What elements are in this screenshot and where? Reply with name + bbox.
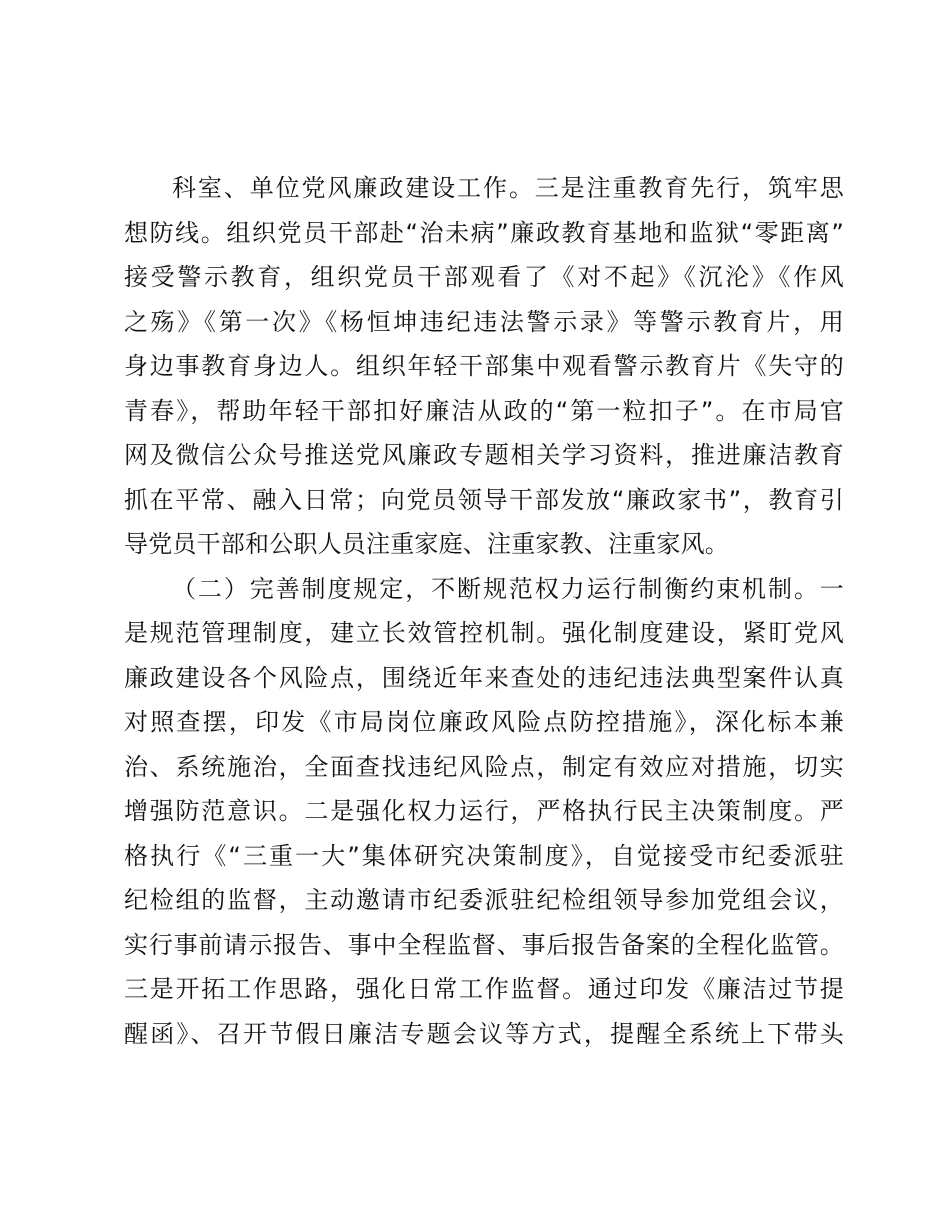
paragraph-line: 青春》，帮助年轻干部扣好廉洁从政的“第一粒扣子”。在市局官 bbox=[124, 396, 844, 425]
paragraph-line: 治、系统施治，全面查找违纪风险点，制定有效应对措施，切实 bbox=[124, 752, 844, 781]
paragraph-line: 纪检组的监督，主动邀请市纪委派驻纪检组领导参加党组会议， bbox=[124, 886, 844, 914]
paragraph-line: 网及微信公众号推送党风廉政专题相关学习资料，推进廉洁教育 bbox=[124, 441, 844, 469]
paragraph-line: 实行事前请示报告、事中全程监督、事后报告备案的全程化监管。 bbox=[124, 930, 844, 959]
paragraph-line: 廉政建设各个风险点，围绕近年来查处的违纪违法典型案件认真 bbox=[124, 663, 844, 692]
section-heading-line: （二）完善制度规定，不断规范权力运行制衡约束机制。一 bbox=[172, 574, 844, 603]
paragraph-line: 接受警示教育，组织党员干部观看了《对不起》《沉沦》《作风 bbox=[124, 263, 844, 291]
paragraph-line: 增强防范意识。二是强化权力运行，严格执行民主决策制度。严 bbox=[124, 797, 844, 825]
paragraph-line: 是规范管理制度，建立长效管控机制。强化制度建设，紧盯党风 bbox=[124, 619, 844, 647]
paragraph-line: 导党员干部和公职人员注重家庭、注重家教、注重家风。 bbox=[124, 530, 729, 558]
body-text bbox=[124, 166, 844, 1056]
paragraph-line: 三是开拓工作思路，强化日常工作监督。通过印发《廉洁过节提 bbox=[124, 975, 844, 1003]
paragraph-line: 抓在平常、融入日常；向党员领导干部发放“廉政家书”，教育引 bbox=[124, 485, 844, 514]
paragraph-line: 科室、单位党风廉政建设工作。三是注重教育先行，筑牢思 bbox=[172, 174, 844, 202]
paragraph-line: 醒函》、召开节假日廉洁专题会议等方式，提醒全系统上下带头 bbox=[124, 1019, 844, 1048]
paragraph-line: 对照查摆，印发《市局岗位廉政风险点防控措施》，深化标本兼 bbox=[124, 708, 844, 736]
paragraph-line: 之殇》《第一次》《杨恒坤违纪违法警示录》等警示教育片，用 bbox=[124, 307, 844, 336]
paragraph-line: 想防线。组织党员干部赴“治未病”廉政教育基地和监狱“零距离” bbox=[124, 218, 844, 247]
paragraph-line: 身边事教育身边人。组织年轻干部集中观看警示教育片《失守的 bbox=[124, 352, 844, 380]
paragraph-line: 格执行《“三重一大”集体研究决策制度》，自觉接受市纪委派驻 bbox=[124, 841, 844, 870]
